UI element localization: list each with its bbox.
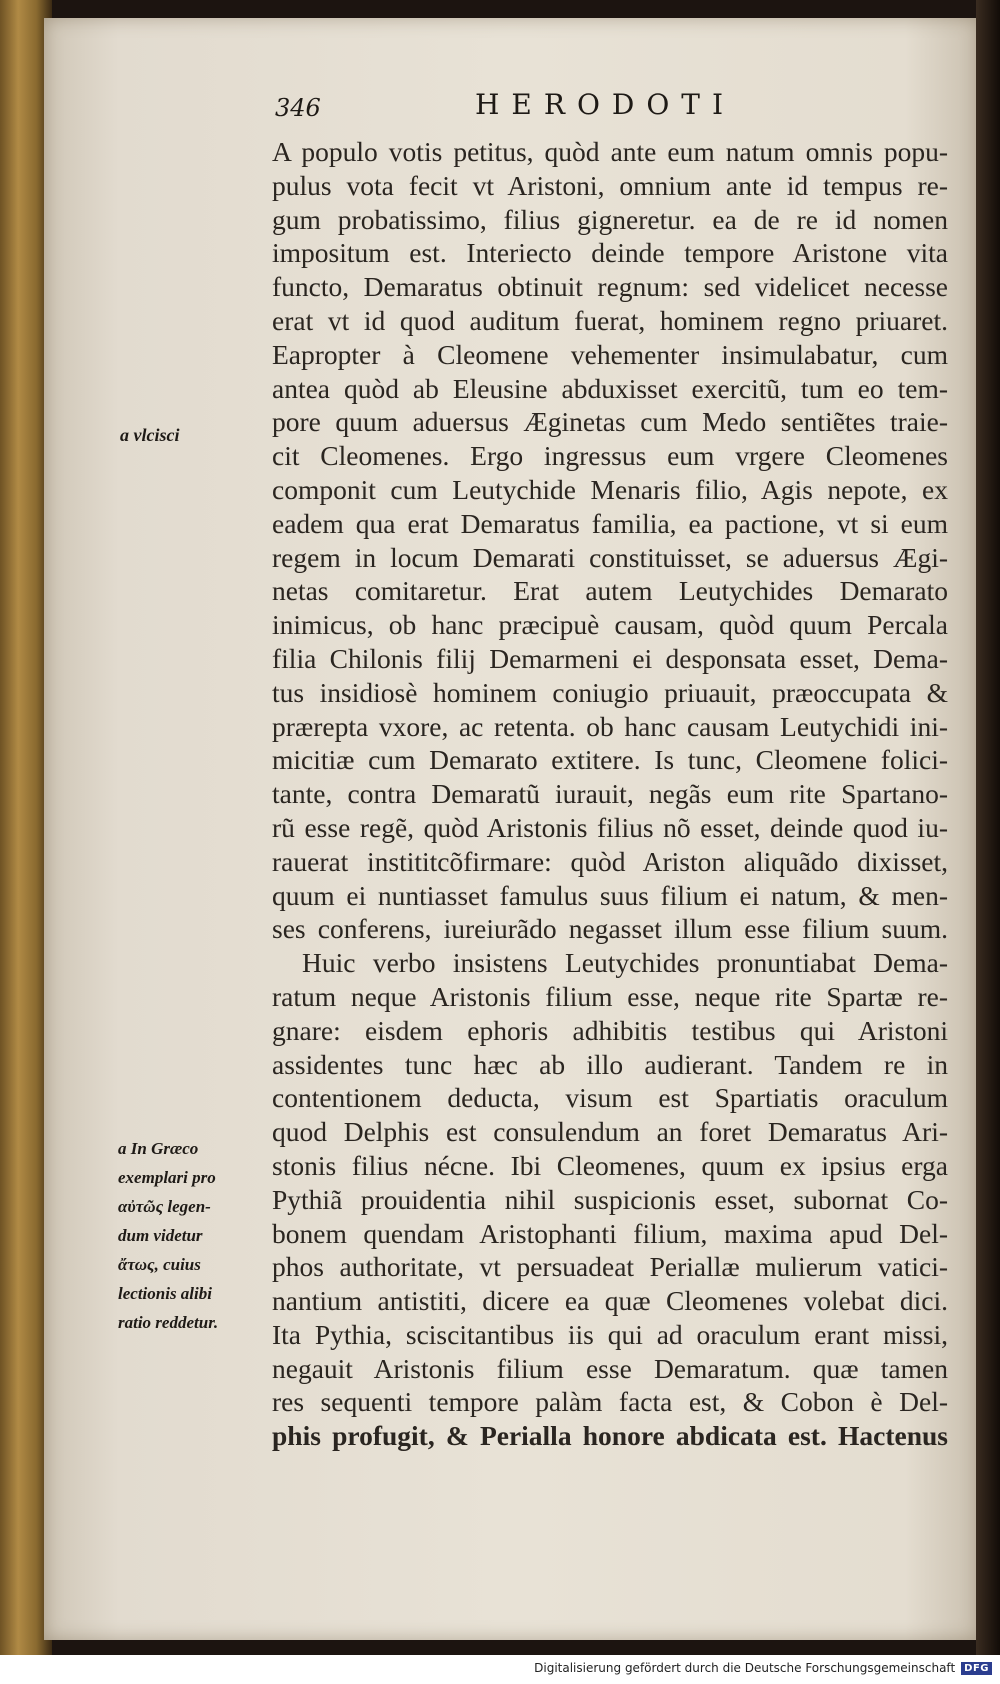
text-line: rauerat instititcõfirmare: quòd Ariston aliquãdo dixisset, <box>272 845 948 877</box>
text-line: gum probatissimo, filius gigneretur. ea de re id nomen <box>272 203 948 235</box>
text-line: eadem qua erat Demaratus familia, ea pactione, vt si eum <box>272 507 948 539</box>
text-line: contentionem deducta, visum est Spartiatis oraculum <box>272 1082 948 1114</box>
text-line: impositum est. Interiecto deinde tempore Aristone vita <box>272 237 948 269</box>
margin-note-top: a vlcisci <box>120 425 180 445</box>
text-line: tante, contra Demaratũ iurauit, negãs eum rite Spartano- <box>272 778 948 810</box>
page-number: 346 <box>275 94 321 122</box>
margin-note-line: ratio reddetur. <box>118 1313 219 1332</box>
text-line: micitiæ cum Demarato extitere. Is tunc, Cleomene folici- <box>272 744 948 776</box>
text-line: rũ esse regẽ, quòd Aristonis filius nõ esset, deinde quod iu- <box>272 811 948 843</box>
text-line: ratum neque Aristonis filium esse, neque rite Spartæ re- <box>272 980 948 1012</box>
margin-note-line: ἄτως, cuius <box>118 1255 201 1274</box>
margin-note-line: exemplari pro <box>118 1168 216 1187</box>
text-line: regem in locum Demarati constituisset, se aduersus Ægi- <box>272 541 948 573</box>
footer-credit: Digitalisierung gefördert durch die Deutsche Forschungsgemeinschaft <box>534 1661 956 1675</box>
margin-note-line: lectionis alibi <box>118 1284 212 1303</box>
footer <box>534 1658 992 1678</box>
page-edge <box>976 0 1000 1655</box>
text-line: pore quum aduersus Æginetas cum Medo sentiẽtes traie- <box>272 406 948 438</box>
text-line: Huic verbo insistens Leutychides pronuntiabat Dema- <box>302 947 948 979</box>
running-head <box>275 88 935 128</box>
text-line: stonis filius nécne. Ibi Cleomenes, quum ex ipsius erga <box>272 1149 948 1181</box>
text-line: quod Delphis est consulendum an foret Demaratus Ari- <box>272 1116 948 1148</box>
body-text <box>272 135 948 1453</box>
margin-note-line: a In Græco <box>118 1139 199 1158</box>
text-line: assidentes tunc hæc ab illo audierant. Tandem re in <box>272 1048 948 1080</box>
margin-note-bottom <box>118 1134 268 1337</box>
text-line: gnare: eisdem ephoris adhibitis testibus qui Aristoni <box>272 1014 948 1046</box>
text-line: quum ei nuntiasset famulus suus filium ei natum, & men- <box>272 879 948 911</box>
text-line: erat vt id quod auditum fuerat, hominem regno priuaret. <box>272 304 948 336</box>
text-line: A populo votis petitus, quòd ante eum natum omnis popu- <box>272 136 948 167</box>
text-line: bonem quendam Aristophanti filium, maxima apud Del- <box>272 1217 948 1249</box>
text-line: nantium antistiti, dicere ea quæ Cleomenes volebat dici. <box>272 1285 948 1317</box>
text-line: functo, Demaratus obtinuit regnum: sed videlicet necesse <box>272 271 948 303</box>
book-title: HERODOTI <box>475 88 736 121</box>
text-line: ses conferens, iureiurãdo negasset illum esse filium suum. <box>272 913 948 945</box>
text-line: cit Cleomenes. Ergo ingressus eum vrgere Cleomenes <box>272 440 948 472</box>
text-line: negauit Aristonis filium esse Demaratum. quæ tamen <box>272 1352 948 1384</box>
text-line: antea quòd ab Eleusine abduxisset exercitũ, tum eo tem- <box>272 372 948 404</box>
margin-note-line: dum videtur <box>118 1226 203 1245</box>
text-line: pulus vota fecit vt Aristoni, omnium ante id tempus re- <box>272 169 948 201</box>
text-line: Eapropter à Cleomene vehementer insimulabatur, cum <box>272 338 948 370</box>
dfg-logo: DFG <box>961 1662 992 1675</box>
margin-note-line: αὐτῶς legen- <box>118 1197 211 1216</box>
text-line: inimicus, ob hanc præcipuè causam, quòd quum Percala <box>272 609 948 641</box>
text-line: netas comitaretur. Erat autem Leutychides Demarato <box>272 575 948 607</box>
text-line: prærepta vxore, ac retenta. ob hanc causam Leutychidi ini- <box>272 710 948 742</box>
text-line: Pythiã prouidentia nihil suspicionis esset, subornat Co- <box>272 1183 948 1215</box>
text-line: phis profugit, & Perialla honore abdicata est. Hactenus <box>272 1420 948 1452</box>
text-line: Ita Pythia, sciscitantibus iis qui ad oraculum erant missi, <box>272 1318 948 1350</box>
text-line: res sequenti tempore palàm facta est, & Cobon è Del- <box>272 1386 948 1418</box>
text-line: componit cum Leutychide Menaris filio, Agis nepote, ex <box>272 473 948 505</box>
text-line: phos authoritate, vt persuadeat Periallæ mulierum vatici- <box>272 1251 948 1283</box>
text-line: tus insidiosè hominem coniugio priuauit, præoccupata & <box>272 676 948 708</box>
text-line: filia Chilonis filij Demarmeni ei desponsata esset, Dema- <box>272 642 948 674</box>
